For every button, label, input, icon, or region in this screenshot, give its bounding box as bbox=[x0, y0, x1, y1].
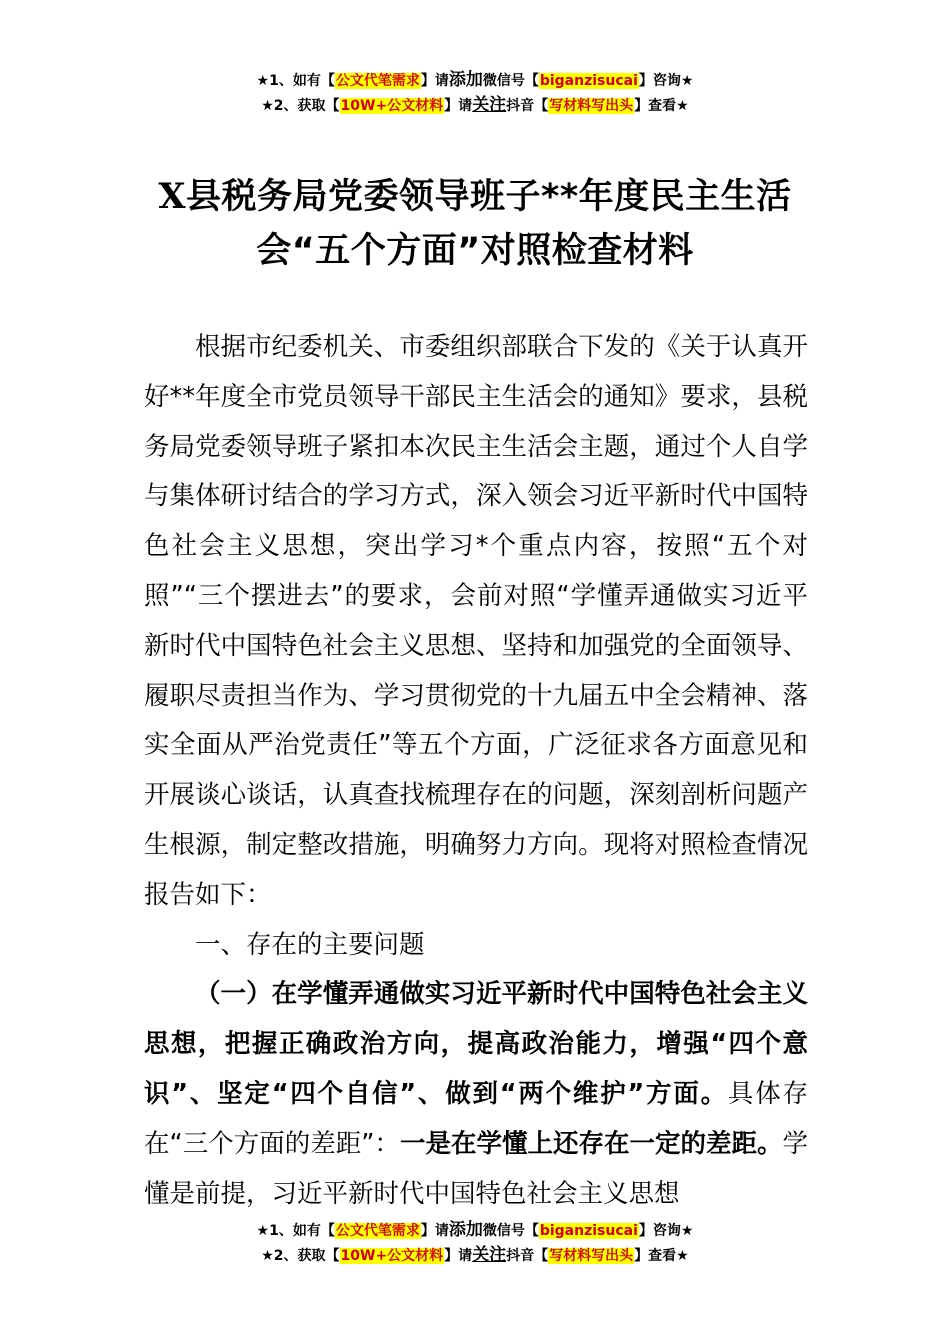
banner-text: ★1、如有【 bbox=[256, 73, 335, 89]
banner-text: ★1、如有【 bbox=[256, 1223, 335, 1239]
banner-emphasis: 关注 bbox=[472, 95, 507, 115]
banner-line-2 bbox=[0, 1243, 950, 1268]
banner-line-1 bbox=[0, 68, 950, 93]
point-heading: 一是在学懂上还存在一定的差距。 bbox=[399, 1128, 783, 1159]
document-body bbox=[144, 323, 808, 1219]
banner-text: 】请 bbox=[444, 98, 473, 114]
banner-highlight: biganzisucai bbox=[539, 73, 638, 89]
banner-text: ★2、获取【 bbox=[261, 1248, 340, 1264]
banner-text: 】查看★ bbox=[634, 1248, 689, 1264]
banner-highlight: 写材料写出头 bbox=[549, 98, 634, 114]
subsection-paragraph bbox=[144, 970, 808, 1219]
footer-banner bbox=[0, 1218, 950, 1268]
banner-emphasis: 添加 bbox=[448, 70, 483, 90]
banner-highlight: 10W+公文材料 bbox=[340, 98, 444, 114]
banner-highlight: biganzisucai bbox=[539, 1223, 638, 1239]
subsection-text: 具体存在“三个方面的差距”： bbox=[144, 1078, 808, 1159]
banner-text: 】请 bbox=[420, 1223, 449, 1239]
banner-highlight: 10W+公文材料 bbox=[340, 1248, 444, 1264]
banner-highlight: 公文代笔需求 bbox=[335, 1223, 420, 1239]
banner-line-2 bbox=[0, 93, 950, 118]
intro-paragraph: 根据市纪委机关、市委组织部联合下发的《关于认真开好**年度全市党员领导干部民主生活会的通知》要求，县税务局党委领导班子紧扣本次民主生活会主题，通过个人自学与集体研讨结合的学习方式，深入领会习近平新时代中国特色社会主义思想，突出学习*个重点内容，按照“五个对照”“三个摆进去”的要求，会前对照“学懂弄通做实习近平新时代中国特色社会主义思想、坚持和加强党的全面领导、履职尽责担当作为、学习贯彻党的十九届五中全会精神、落实全面从严治党责任”等五个方面，广泛征求各方面意见和开展谈心谈话，认真查找梳理存在的问题，深刻剖析问题产生根源，制定整改措施，明确努力方向。现将对照检查情况报告如下： bbox=[144, 332, 808, 910]
banner-text: 】咨询★ bbox=[638, 1223, 694, 1239]
banner-emphasis: 添加 bbox=[448, 1220, 483, 1240]
document-title bbox=[120, 170, 830, 278]
subsection-heading: （一）在学懂弄通做实习近平新时代中国特色社会主义思想，把握正确政治方向，提高政治能力，增强“四个意识”、坚定“四个自信”、做到“两个维护”方面。 bbox=[144, 979, 808, 1109]
banner-text: 抖音【 bbox=[506, 1248, 549, 1264]
banner-text: 微信号【 bbox=[482, 1223, 539, 1239]
banner-emphasis: 关注 bbox=[472, 1245, 507, 1265]
banner-text: 】咨询★ bbox=[638, 73, 694, 89]
title-prefix: X bbox=[158, 176, 187, 217]
banner-text: 】请 bbox=[444, 1248, 473, 1264]
banner-text: 抖音【 bbox=[506, 98, 549, 114]
banner-highlight: 写材料写出头 bbox=[549, 1248, 634, 1264]
title-line-2: 会“五个方面”对照检查材料 bbox=[256, 231, 694, 271]
banner-text: ★2、获取【 bbox=[261, 98, 340, 114]
banner-text: 】查看★ bbox=[634, 98, 689, 114]
banner-text: 微信号【 bbox=[482, 73, 539, 89]
point-text: 学懂是前提，习近平新时代中国特色社会主义思想 bbox=[144, 1128, 808, 1209]
title-line-1 bbox=[120, 170, 830, 224]
banner-line-1 bbox=[0, 1218, 950, 1243]
banner-highlight: 公文代笔需求 bbox=[335, 73, 420, 89]
title-text: 县税务局党委领导班子**年度民主生活 bbox=[186, 177, 792, 217]
section-heading: 一、存在的主要问题 bbox=[195, 929, 425, 960]
banner-text: 】请 bbox=[420, 73, 449, 89]
header-banner bbox=[0, 68, 950, 118]
